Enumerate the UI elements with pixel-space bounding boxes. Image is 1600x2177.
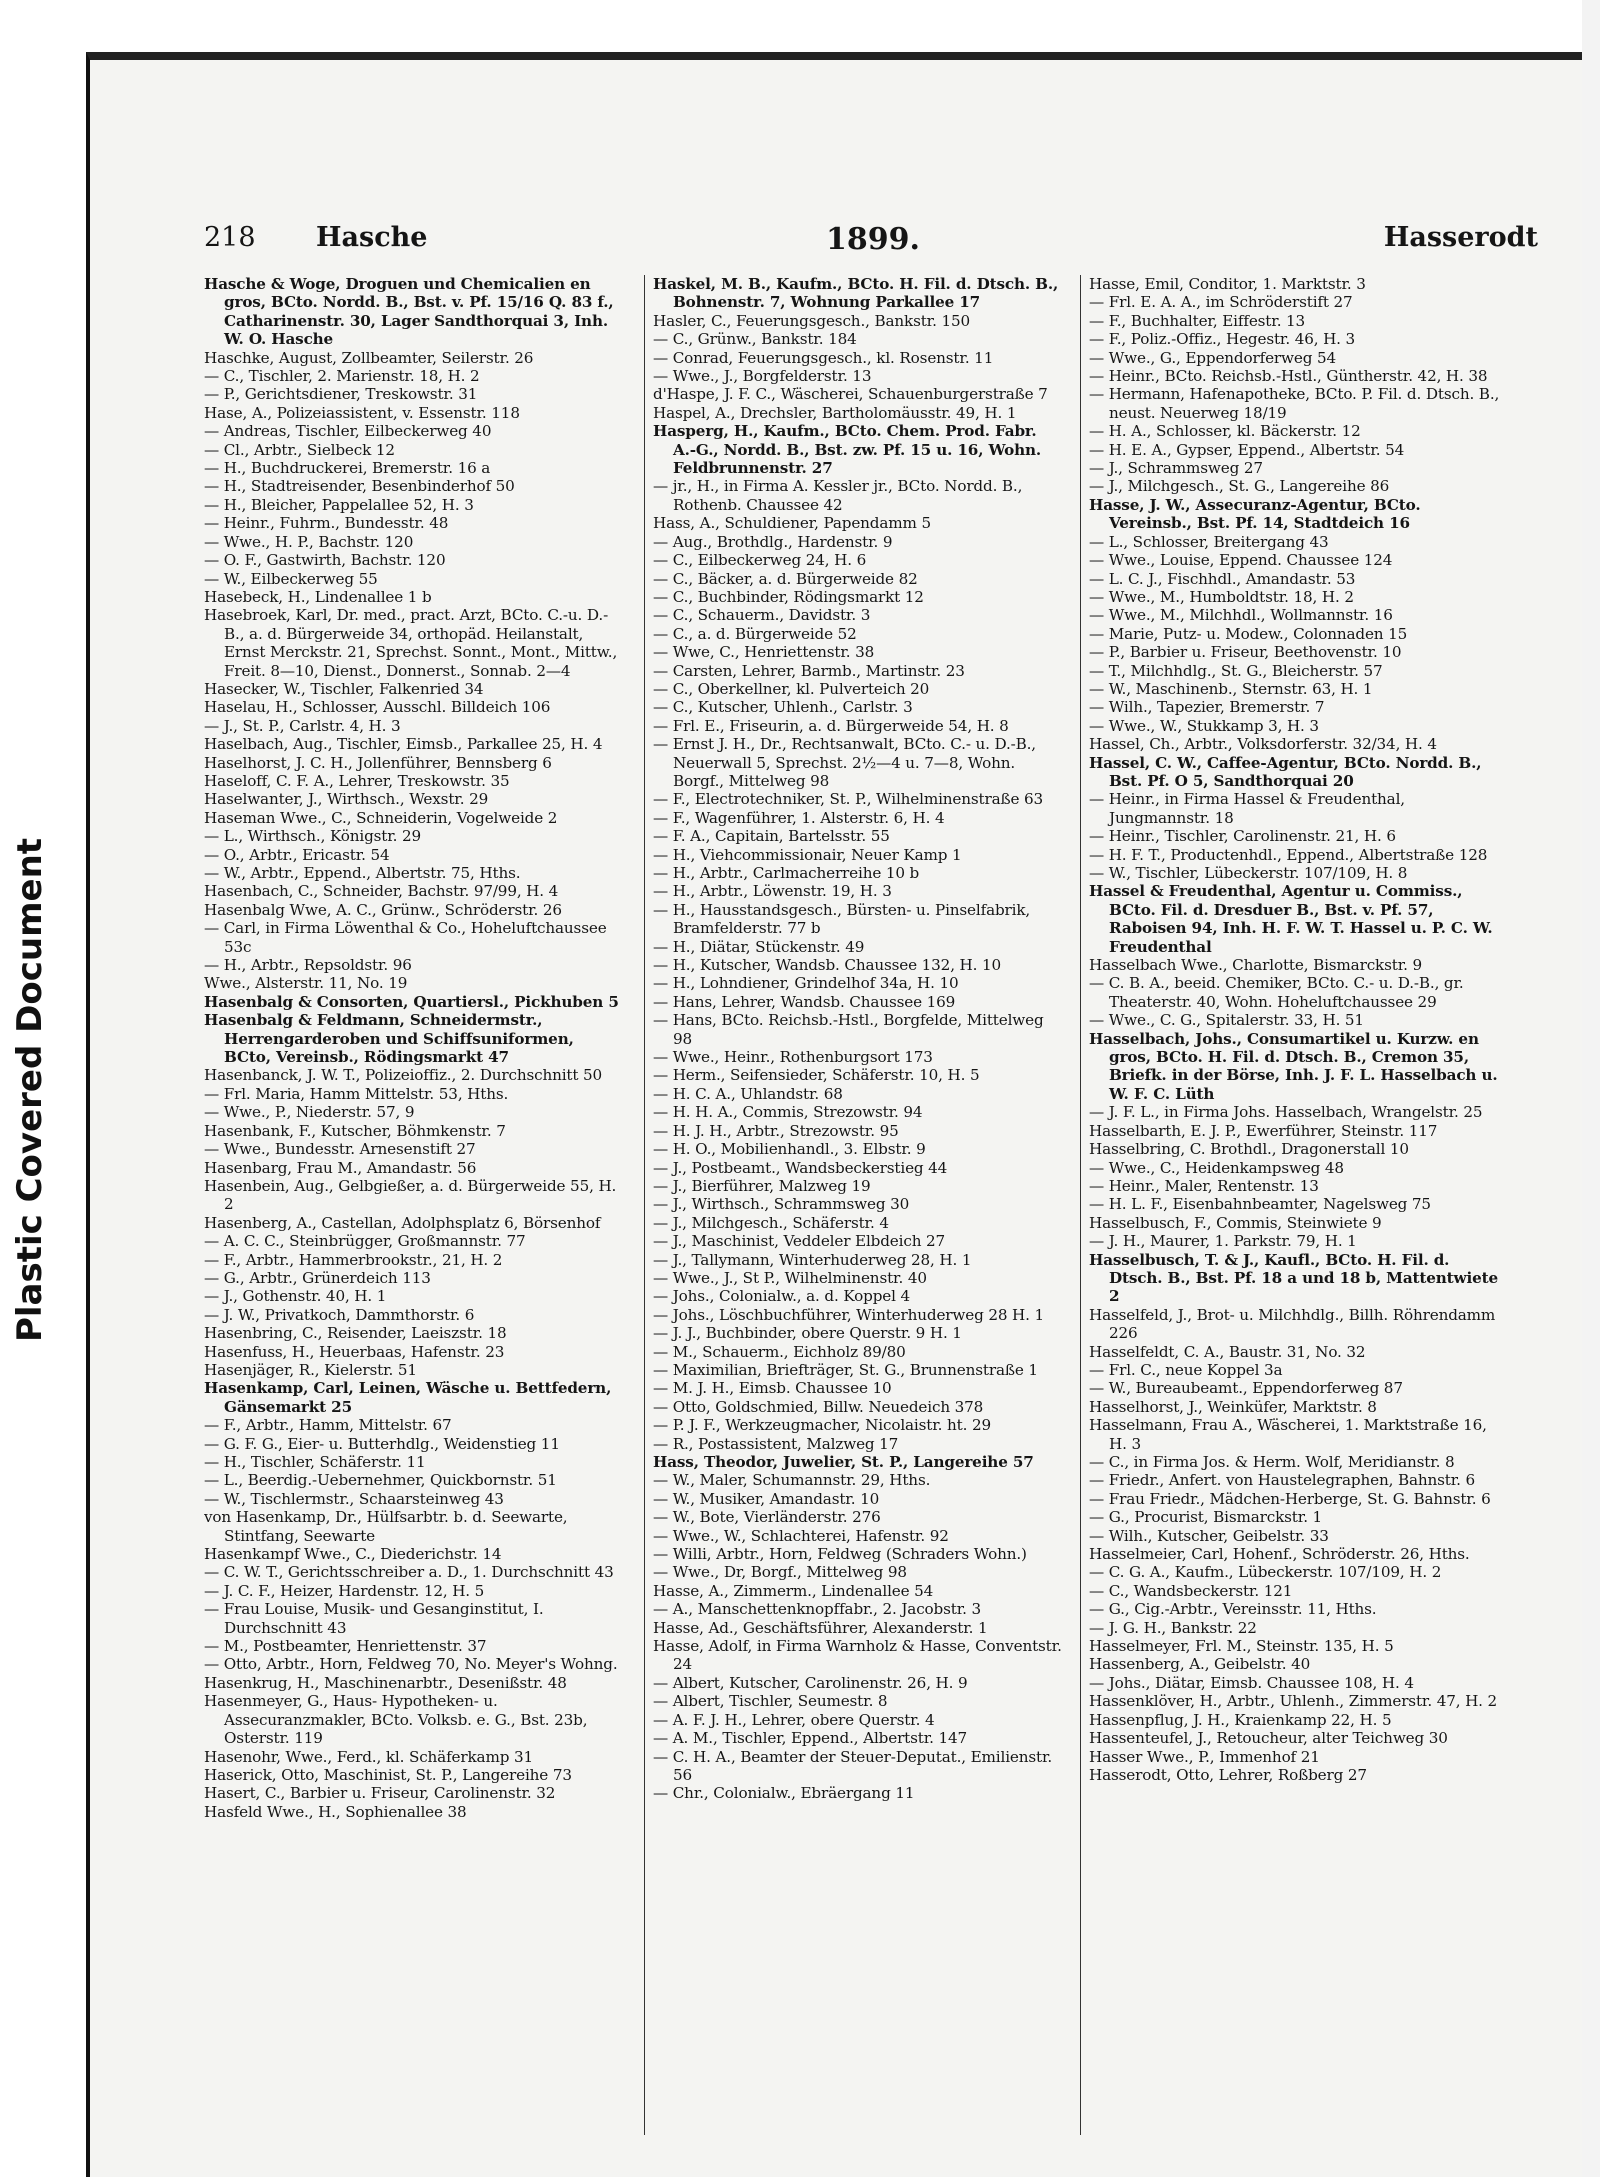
directory-entry: — J., Gothenstr. 40, H. 1 [204,1287,387,1306]
directory-entry: — H., Arbtr., Repsoldstr. 96 [204,956,412,975]
directory-entry: — T., Milchhdlg., St. G., Bleicherstr. 57 [1089,661,1383,680]
directory-entry: Hasselbring, C. Brothdl., Dragonerstall 10 [1089,1140,1409,1159]
scan-right-margin [1582,0,1600,2177]
directory-entry: Hasperg, H., Kaufm., BCto. Chem. Prod. Fabr. A.-G., Nordd. B., Bst. zw. Pf. 15 u. 16, Wohn. Feldbrunnenstr. 27 [653,422,1042,478]
directory-entry: — Ernst J. H., Dr., Rechtsanwalt, BCto. C.- u. D.-B., Neuerwall 5, Sprechst. 2½—4 u. 7—8, Wohn. Borgf., Mittelweg 98 [653,735,1036,790]
directory-entry: Hasselfeld, J., Brot- u. Milchhdlg., Billh. Röhrendamm 226 [1089,1305,1496,1343]
directory-entry: — F., Poliz.-Offiz., Hegestr. 46, H. 3 [1089,330,1356,349]
directory-entry: — L., Schlosser, Breitergang 43 [1089,532,1329,551]
directory-entry: Hase, A., Polizeiassistent, v. Essenstr. 118 [204,403,520,422]
directory-entry: — C., a. d. Bürgerweide 52 [653,624,857,643]
directory-entry: Hassel, C. W., Caffee-Agentur, BCto. Nordd. B., Bst. Pf. O 5, Sandthorquai 20 [1089,753,1482,790]
directory-entry: — Wwe., H. P., Bachstr. 120 [204,532,414,551]
directory-entry: — G., Arbtr., Grünerdeich 113 [204,1268,431,1287]
directory-entry: Hasenkrug, H., Maschinenarbtr., Desenißstr. 48 [204,1673,567,1692]
directory-column-1 [204,275,624,2135]
directory-entry: — L. C. J., Fischhdl., Amandastr. 53 [1089,569,1356,588]
directory-entry: Haseloff, C. F. A., Lehrer, Treskowstr. 35 [204,771,510,790]
directory-entry: — Heinr., in Firma Hassel & Freudenthal, Jungmannstr. 18 [1089,790,1405,827]
directory-entry: Hasert, C., Barbier u. Friseur, Carolinenstr. 32 [204,1784,556,1803]
directory-entry: — C., Buchbinder, Rödingsmarkt 12 [653,587,924,606]
directory-entry: — Albert, Tischler, Seumestr. 8 [653,1692,888,1711]
directory-entry: — Wwe., J., St P., Wilhelminenstr. 40 [653,1268,927,1287]
directory-entry: — Wwe, C., Henriettenstr. 38 [653,643,875,662]
directory-entry: — Andreas, Tischler, Eilbeckerweg 40 [204,422,492,441]
directory-entry: — H., Tischler, Schäferstr. 11 [204,1453,426,1471]
directory-entry: — H. A., Schlosser, kl. Bäckerstr. 12 [1089,422,1361,441]
year-heading: 1899. [826,222,920,257]
directory-entry: Hasselmeyer, Frl. M., Steinstr. 135, H. 5 [1089,1637,1394,1656]
directory-entry: — M., Schauerm., Eichholz 89/80 [653,1342,906,1361]
directory-entry: — Wwe., Louise, Eppend. Chaussee 124 [1089,551,1393,570]
directory-entry: Hasse, A., Zimmerm., Lindenallee 54 [653,1581,934,1600]
directory-entry: — W., Bote, Vierländerstr. 276 [653,1508,881,1527]
directory-entry: Hasenjäger, R., Kielerstr. 51 [204,1360,417,1379]
directory-entry: — W., Tischlermstr., Schaarsteinweg 43 [204,1489,504,1508]
directory-entry: — C., Eilbeckerweg 24, H. 6 [653,551,867,570]
directory-entry: Hasser Wwe., P., Immenhof 21 [1089,1747,1320,1766]
directory-entry: — H. E. A., Gypser, Eppend., Albertstr. 54 [1089,440,1405,459]
directory-entry: — A. M., Tischler, Eppend., Albertstr. 147 [653,1729,968,1748]
directory-entry: — Albert, Kutscher, Carolinenstr. 26, H. 9 [653,1673,968,1692]
directory-entry: Hasenohr, Wwe., Ferd., kl. Schäferkamp 31 [204,1747,533,1766]
directory-entry: Haseman Wwe., C., Schneiderin, Vogelweide 2 [204,808,558,827]
directory-entry: Hasselbach Wwe., Charlotte, Bismarckstr. 9 [1089,956,1423,975]
directory-entry: Hasenkampf Wwe., C., Diederichstr. 14 [204,1545,502,1564]
directory-entry: — J. H., Maurer, 1. Parkstr. 79, H. 1 [1089,1232,1357,1251]
directory-entry: — W., Musiker, Amandastr. 10 [653,1489,880,1508]
page-content [204,170,1554,2160]
directory-entry: Haselau, H., Schlosser, Ausschl. Billdeich 106 [204,698,551,717]
directory-entry: — Wwe., C., Heidenkampsweg 48 [1089,1158,1344,1177]
directory-entry: Hasse, J. W., Assecuranz-Agentur, BCto. Vereinsb., Bst. Pf. 14, Stadtdeich 16 [1089,495,1421,533]
directory-entry: — A., Manschettenknopffabr., 2. Jacobstr. 3 [653,1600,982,1619]
directory-page [86,52,1582,2177]
directory-entry: — Frl. E., Friseurin, a. d. Bürgerweide 54, H. 8 [653,716,1009,735]
directory-entry: Hasenberg, A., Castellan, Adolphsplatz 6, Börsenhof [204,1213,601,1232]
directory-entry: — C., Schauerm., Davidstr. 3 [653,606,871,625]
directory-entry: — H. F. T., Productenhdl., Eppend., Albertstraße 128 [1089,845,1488,864]
directory-entry: — H., Arbtr., Löwenstr. 19, H. 3 [653,882,892,901]
directory-entry: — H. L. F., Eisenbahnbeamter, Nagelsweg 75 [1089,1195,1431,1214]
directory-entry: — Frl. Maria, Hamm Mittelstr. 53, Hths. [204,1084,509,1103]
directory-entry: Haselwanter, J., Wirthsch., Wexstr. 29 [204,790,489,809]
directory-entry: — Otto, Goldschmied, Billw. Neuedeich 378 [653,1397,984,1416]
directory-entry: — J. G. H., Bankstr. 22 [1089,1618,1257,1637]
directory-entry: — H., Kutscher, Wandsb. Chaussee 132, H. 10 [653,956,1002,975]
directory-entry: — Frau Friedr., Mädchen-Herberge, St. G. Bahnstr. 6 [1089,1489,1491,1508]
directory-entry: — O., Arbtr., Ericastr. 54 [204,845,390,864]
directory-entry: — C., Bäcker, a. d. Bürgerweide 82 [653,569,918,588]
directory-entry: — Hans, BCto. Reichsb.-Hstl., Borgfelde, Mittelweg 98 [653,1011,1044,1048]
directory-entry: — J., Tallymann, Winterhuderweg 28, H. 1 [653,1250,972,1269]
directory-entry: d'Haspe, J. F. C., Wäscherei, Schauenburgerstraße 7 [653,385,1048,404]
directory-entry: — C., Oberkellner, kl. Pulverteich 20 [653,679,930,698]
directory-entry: — F., Buchhalter, Eiffestr. 13 [1089,311,1306,330]
directory-entry: — G., Procurist, Bismarckstr. 1 [1089,1508,1323,1527]
directory-entry: Hasse, Adolf, in Firma Warnholz & Hasse, Conventstr. 24 [653,1637,1062,1674]
directory-entry: — C., in Firma Jos. & Herm. Wolf, Meridianstr. 8 [1089,1453,1455,1471]
directory-entry: — Wwe., P., Niederstr. 57, 9 [204,1103,415,1122]
directory-entry: Haserick, Otto, Maschinist, St. P., Langereihe 73 [204,1765,572,1784]
directory-entry: — Wwe., C. G., Spitalerstr. 33, H. 51 [1089,1011,1364,1030]
directory-entry: — C., Grünw., Bankstr. 184 [653,330,857,349]
directory-entry: von Hasenkamp, Dr., Hülfsarbtr. b. d. Seewarte, Stintfang, Seewarte [204,1508,568,1545]
directory-entry: — W., Maler, Schumannstr. 29, Hths. [653,1471,931,1490]
directory-entry: Hasler, C., Feuerungsgesch., Bankstr. 150 [653,311,971,330]
directory-entry: Hass, A., Schuldiener, Papendamm 5 [653,514,931,533]
directory-entry: — J., St. P., Carlstr. 4, H. 3 [204,716,401,735]
directory-entry: Hasselbusch, F., Commis, Steinwiete 9 [1089,1213,1382,1232]
directory-entry: — Marie, Putz- u. Modew., Colonnaden 15 [1089,624,1408,643]
directory-entry: — Wwe., Bundesstr. Arnesenstift 27 [204,1140,476,1159]
directory-entry: Hasselbarth, E. J. P., Ewerführer, Steinstr. 117 [1089,1121,1438,1140]
directory-entry: — H., Hausstandsgesch., Bürsten- u. Pinselfabrik, Bramfelderstr. 77 b [653,900,1031,938]
directory-entry: — F., Arbtr., Hamm, Mittelstr. 67 [204,1416,452,1435]
plastic-cover-label: Plastic Covered Document [10,837,50,1343]
directory-entry: Hasenbein, Aug., Gelbgießer, a. d. Bürgerweide 55, H. 2 [204,1176,617,1214]
directory-entry: Wwe., Alsterstr. 11, No. 19 [204,974,408,993]
directory-entry: — W., Bureaubeamt., Eppendorferweg 87 [1089,1379,1403,1398]
directory-entry: — F., Electrotechniker, St. P., Wilhelminenstraße 63 [653,790,1044,809]
right-running-head: Hasserodt [1383,222,1538,253]
directory-entry: Hasenbank, F., Kutscher, Böhmkenstr. 7 [204,1121,506,1140]
directory-entry: — Friedr., Anfert. von Haustelegraphen, Bahnstr. 6 [1089,1471,1476,1490]
directory-entry: — Wwe., W., Schlachterei, Hafenstr. 92 [653,1526,949,1545]
directory-entry: — Herm., Seifensieder, Schäferstr. 10, H. 5 [653,1066,980,1085]
directory-entry: — H. O., Mobilienhandl., 3. Elbstr. 9 [653,1140,926,1159]
directory-entry: — Heinr., BCto. Reichsb.-Hstl., Güntherstr. 42, H. 38 [1089,367,1488,386]
directory-entry: — H., Arbtr., Carlmacherreihe 10 b [653,864,920,882]
directory-entry: — F., Arbtr., Hammerbrookstr., 21, H. 2 [204,1250,503,1269]
directory-entry: Hassel & Freudenthal, Agentur u. Commiss., BCto. Fil. d. Dresduer B., Bst. v. Pf. 57, Raboisen 94, Inh. H. F. W. T. Hassel u. P. C. W. Freudenthal [1089,882,1493,956]
left-running-head: Hasche [316,222,428,253]
directory-entry: — Otto, Arbtr., Horn, Feldweg 70, No. Meyer's Wohng. [204,1655,618,1674]
directory-entry: — J., Wirthsch., Schrammsweg 30 [653,1195,910,1214]
directory-entry: Hasenmeyer, G., Haus- Hypotheken- u. Assecuranzmakler, BCto. Volksb. e. G., Bst. 23b, Osterstr. 119 [204,1692,588,1748]
directory-entry: — Wwe., W., Stukkamp 3, H. 3 [1089,716,1319,735]
directory-entry: — Heinr., Tischler, Carolinenstr. 21, H. 6 [1089,827,1396,846]
directory-entry: — H., Bleicher, Pappelallee 52, H. 3 [204,495,474,514]
directory-entry: Hasebeck, H., Lindenallee 1 b [204,587,432,606]
directory-entry: — Wwe., G., Eppendorferweg 54 [1089,348,1336,367]
directory-entry: — A. F. J. H., Lehrer, obere Querstr. 4 [653,1710,935,1729]
directory-entry: Hasenbach, C., Schneider, Bachstr. 97/99, H. 4 [204,882,559,901]
directory-entry: — C. B. A., beeid. Chemiker, BCto. C.- u. D.-B., gr. Theaterstr. 40, Wohn. Hoheluftchaussee 29 [1089,974,1464,1011]
directory-entry: Haskel, M. B., Kaufm., BCto. H. Fil. d. Dtsch. B., Bohnenstr. 7, Wohnung Parkallee 17 [653,275,1059,312]
directory-entry: — G., Cig.-Arbtr., Vereinsstr. 11, Hths. [1089,1600,1377,1619]
directory-entry: — J. J., Buchbinder, obere Querstr. 9 H. 1 [653,1324,962,1343]
directory-entry: — Wwe., Dr, Borgf., Mittelweg 98 [653,1563,907,1582]
directory-entry: — J., Milchgesch., Schäferstr. 4 [653,1213,889,1232]
directory-entry: — H. J. H., Arbtr., Strezowstr. 95 [653,1121,899,1140]
directory-entry: — Conrad, Feuerungsgesch., kl. Rosenstr. 11 [653,348,994,367]
directory-entry: — J., Schrammsweg 27 [1089,459,1263,478]
directory-entry: Hasselmann, Frau A., Wäscherei, 1. Marktstraße 16, H. 3 [1089,1416,1487,1453]
directory-entry: — F. A., Capitain, Bartelsstr. 55 [653,827,890,846]
directory-columns [204,275,1554,2135]
directory-entry: — H., Diätar, Stückenstr. 49 [653,937,865,956]
directory-entry: — C., Kutscher, Uhlenh., Carlstr. 3 [653,698,913,717]
directory-entry: — Maximilian, Briefträger, St. G., Brunnenstraße 1 [653,1360,1038,1379]
directory-entry: Haselbach, Aug., Tischler, Eimsb., Parkallee 25, H. 4 [204,735,603,754]
directory-entry: Hass, Theodor, Juwelier, St. P., Langereihe 57 [653,1453,1034,1471]
directory-entry: — Wwe., M., Milchhdl., Wollmannstr. 16 [1089,606,1393,625]
directory-entry: — M., Postbeamter, Henriettenstr. 37 [204,1637,487,1656]
page-header [204,222,1554,266]
directory-entry: — Carsten, Lehrer, Barmb., Martinstr. 23 [653,661,965,680]
directory-entry: — J., Milchgesch., St. G., Langereihe 86 [1089,477,1390,496]
directory-entry: — Chr., Colonialw., Ebräergang 11 [653,1784,915,1803]
directory-entry: — G. F. G., Eier- u. Butterhdlg., Weidenstieg 11 [204,1434,560,1453]
directory-entry: — Wwe., Heinr., Rothenburgsort 173 [653,1048,933,1067]
directory-entry: Hasserodt, Otto, Lehrer, Roßberg 27 [1089,1765,1367,1784]
directory-entry: Hasenbanck, J. W. T., Polizeioffiz., 2. Durchschnitt 50 [204,1066,603,1085]
directory-entry: Hasenbalg & Feldmann, Schneidermstr., Herrengarderoben und Schiffsuniformen, BCto, Vereinsb., Rödingsmarkt 47 [204,1011,574,1067]
directory-entry: — H., Viehcommissionair, Neuer Kamp 1 [653,845,962,864]
directory-entry: — F., Wagenführer, 1. Alsterstr. 6, H. 4 [653,808,945,827]
directory-entry: — C., Wandsbeckerstr. 121 [1089,1581,1293,1600]
directory-entry: — H. C. A., Uhlandstr. 68 [653,1084,843,1103]
directory-entry: — Wilh., Kutscher, Geibelstr. 33 [1089,1526,1329,1545]
directory-entry: — R., Postassistent, Malzweg 17 [653,1434,899,1453]
directory-entry: — H. H. A., Commis, Strezowstr. 94 [653,1103,923,1122]
directory-entry: — Johs., Löschbuchführer, Winterhuderweg 28 H. 1 [653,1305,1045,1324]
directory-entry: — M. J. H., Eimsb. Chaussee 10 [653,1379,892,1398]
directory-entry: Hasenfuss, H., Heuerbaas, Hafenstr. 23 [204,1342,505,1361]
directory-entry: — H., Buchdruckerei, Bremerstr. 16 a [204,459,491,478]
directory-entry: — J. C. F., Heizer, Hardenstr. 12, H. 5 [204,1581,485,1600]
directory-entry: — O. F., Gastwirth, Bachstr. 120 [204,551,446,570]
directory-entry: Hasenbalg & Consorten, Quartiersl., Pickhuben 5 [204,992,619,1011]
directory-entry: Hassel, Ch., Arbtr., Volksdorferstr. 32/34, H. 4 [1089,735,1437,754]
directory-entry: Hasselmeier, Carl, Hohenf., Schröderstr. 26, Hths. [1089,1545,1470,1564]
directory-entry: — Johs., Colonialw., a. d. Koppel 4 [653,1287,910,1306]
directory-entry: — Cl., Arbtr., Sielbeck 12 [204,440,395,459]
scan-top-margin [0,0,1600,52]
directory-entry: — Hans, Lehrer, Wandsb. Chaussee 169 [653,992,956,1011]
directory-entry: — Frl. E. A. A., im Schröderstift 27 [1089,293,1353,312]
directory-entry: — W., Maschinenb., Sternstr. 63, H. 1 [1089,679,1373,698]
directory-entry: Haschke, August, Zollbeamter, Seilerstr. 26 [204,348,534,367]
directory-column-2 [644,275,1064,2135]
directory-entry: — C. H. A., Beamter der Steuer-Deputat., Emilienstr. 56 [653,1747,1053,1784]
directory-column-3 [1080,275,1500,2135]
directory-entry: — P. J. F., Werkzeugmacher, Nicolaistr. ht. 29 [653,1416,991,1435]
directory-entry: Hasselbusch, T. & J., Kaufl., BCto. H. Fil. d. Dtsch. B., Bst. Pf. 18 a und 18 b, Mattentwiete 2 [1089,1250,1498,1306]
directory-entry: — Willi, Arbtr., Horn, Feldweg (Schraders Wohn.) [653,1545,1027,1564]
directory-entry: Hassenklöver, H., Arbtr., Uhlenh., Zimmerstr. 47, H. 2 [1089,1692,1498,1711]
directory-entry: — J., Postbeamt., Wandsbeckerstieg 44 [653,1158,948,1177]
directory-entry: — Frau Louise, Musik- und Gesanginstitut, I. Durchschnitt 43 [204,1600,544,1637]
directory-entry: — H., Stadtreisender, Besenbinderhof 50 [204,477,515,496]
directory-entry: — Heinr., Fuhrm., Bundesstr. 48 [204,514,449,533]
directory-entry: Hasse, Ad., Geschäftsführer, Alexanderstr. 1 [653,1618,988,1637]
directory-entry: — Johs., Diätar, Eimsb. Chaussee 108, H. 4 [1089,1673,1414,1692]
directory-entry: — W., Eilbeckerweg 55 [204,569,378,588]
directory-entry: Hasenbring, C., Reisender, Laeiszstr. 18 [204,1324,507,1343]
directory-entry: — Hermann, Hafenapotheke, BCto. P. Fil. d. Dtsch. B., neust. Neuerweg 18/19 [1089,385,1500,422]
directory-entry: — A. C. C., Steinbrügger, Großmannstr. 77 [204,1232,526,1251]
directory-entry: — Wwe., M., Humboldtstr. 18, H. 2 [1089,587,1354,606]
directory-entry: Hasche & Woge, Droguen und Chemicalien en gros, BCto. Nordd. B., Bst. v. Pf. 15/16 Q. 83 f., Catharinenstr. 30, Lager Sandthorquai 3, Inh. W. O. Hasche [204,275,614,349]
directory-entry: — C. W. T., Gerichtsschreiber a. D., 1. Durchschnitt 43 [204,1563,614,1582]
directory-entry: Hasselfeldt, C. A., Baustr. 31, No. 32 [1089,1342,1366,1361]
directory-entry: — jr., H., in Firma A. Kessler jr., BCto. Nordd. B., Rothenb. Chaussee 42 [653,477,1023,514]
directory-entry: — P., Gerichtsdiener, Treskowstr. 31 [204,385,478,404]
directory-entry: Hassenteufel, J., Retoucheur, alter Teichweg 30 [1089,1729,1448,1748]
directory-entry: Hasenbarg, Frau M., Amandastr. 56 [204,1158,477,1177]
directory-entry: Haselhorst, J. C. H., Jollenführer, Bennsberg 6 [204,753,552,772]
directory-entry: — Carl, in Firma Löwenthal & Co., Hoheluftchaussee 53c [204,919,607,956]
directory-entry: — Wilh., Tapezier, Bremerstr. 7 [1089,698,1325,717]
directory-entry: Hasselhorst, J., Weinküfer, Marktstr. 8 [1089,1397,1377,1416]
directory-entry: — J. W., Privatkoch, Dammthorstr. 6 [204,1305,475,1324]
directory-entry: — W., Tischler, Lübeckerstr. 107/109, H. 8 [1089,864,1408,882]
directory-entry: — Frl. C., neue Koppel 3a [1089,1360,1283,1379]
directory-entry: Hassenberg, A., Geibelstr. 40 [1089,1655,1311,1674]
directory-entry: Hasselbach, Johs., Consumartikel u. Kurzw. en gros, BCto. H. Fil. d. Dtsch. B., Cremon 35, Briefk. in der Börse, Inh. J. F. L. Hasselbach u. W. F. C. Lüth [1089,1029,1498,1103]
directory-entry: — Aug., Brothdlg., Hardenstr. 9 [653,532,893,551]
directory-entry: Hasse, Emil, Conditor, 1. Marktstr. 3 [1089,275,1366,293]
directory-entry: Hasenkamp, Carl, Leinen, Wäsche u. Bettfedern, Gänsemarkt 25 [204,1379,612,1416]
directory-entry: Haspel, A., Drechsler, Bartholomäusstr. 49, H. 1 [653,403,1017,422]
directory-entry: Hasenbalg Wwe, A. C., Grünw., Schröderstr. 26 [204,900,562,919]
directory-entry: — J. F. L., in Firma Johs. Hasselbach, Wrangelstr. 25 [1089,1103,1483,1122]
directory-entry: — P., Barbier u. Friseur, Beethovenstr. 10 [1089,643,1402,662]
directory-entry: — W., Arbtr., Eppend., Albertstr. 75, Hths. [204,864,521,882]
directory-entry: — C., Tischler, 2. Marienstr. 18, H. 2 [204,367,480,386]
directory-entry: — H., Lohndiener, Grindelhof 34a, H. 10 [653,974,959,993]
directory-entry: — L., Beerdig.-Uebernehmer, Quickbornstr. 51 [204,1471,557,1490]
directory-entry: Hasfeld Wwe., H., Sophienallee 38 [204,1802,467,1821]
page-number: 218 [204,222,256,253]
directory-entry: Hasebroek, Karl, Dr. med., pract. Arzt, BCto. C.-u. D.-B., a. d. Bürgerweide 34, orthopäd. Heilanstalt, Ernst Merckstr. 21, Sprechst. Sonnt., Mont., Mittw., Freit. 8—10, Dienst., Donnerst., Sonnab. 2—4 [204,606,618,680]
directory-entry: — J., Maschinist, Veddeler Elbdeich 27 [653,1232,946,1251]
directory-entry: — L., Wirthsch., Königstr. 29 [204,827,422,846]
directory-entry: Hassenpflug, J. H., Kraienkamp 22, H. 5 [1089,1710,1392,1729]
directory-entry: — C. G. A., Kaufm., Lübeckerstr. 107/109, H. 2 [1089,1563,1442,1582]
directory-entry: Hasecker, W., Tischler, Falkenried 34 [204,679,484,698]
directory-entry: — J., Bierführer, Malzweg 19 [653,1176,871,1195]
directory-entry: — Wwe., J., Borgfelderstr. 13 [653,367,872,386]
directory-entry: — Heinr., Maler, Rentenstr. 13 [1089,1176,1319,1195]
